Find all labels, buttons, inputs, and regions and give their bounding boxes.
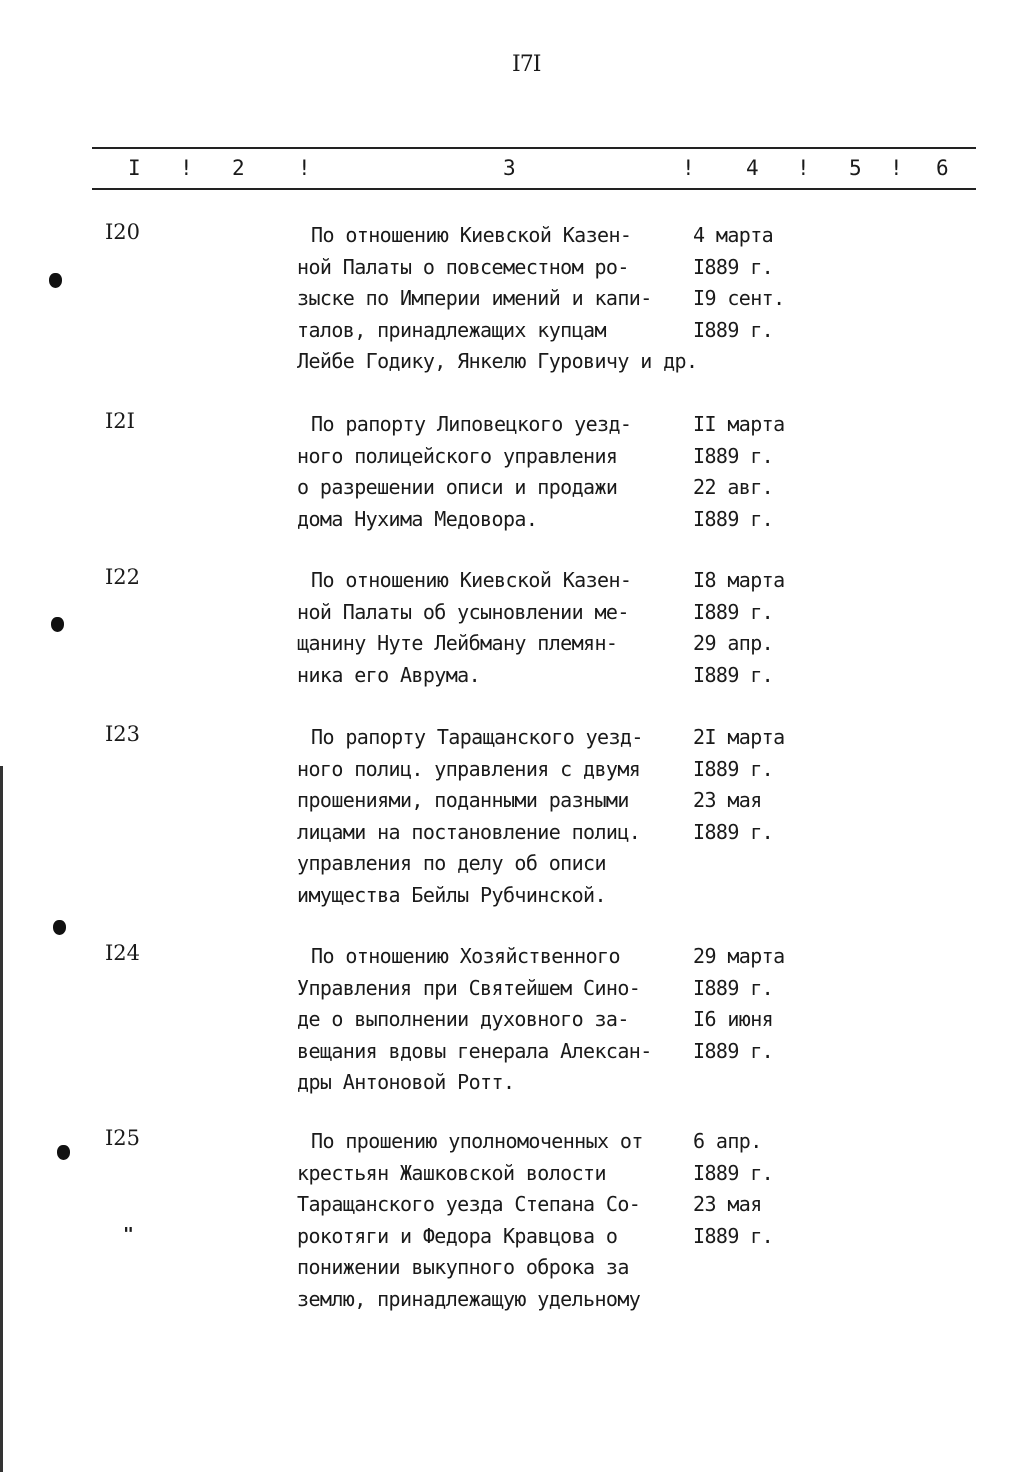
date-line: I889 г.	[693, 506, 774, 531]
header-separator: !	[682, 156, 695, 180]
description-line: Лейбе Годику, Янкелю Гуровичу и др.	[297, 349, 698, 373]
date-line: 29 марта	[693, 944, 785, 968]
description-line: ной Палаты об усыновлении ме-	[297, 599, 629, 624]
description-line: рокотяги и Федора Кравцова о	[297, 1223, 618, 1248]
description-line: ника его Аврума.	[297, 662, 481, 687]
description-line: прошениями, поданными разными	[297, 788, 629, 812]
description-line: зыске по Империи имений и капи-	[297, 286, 652, 310]
header-separator: !	[298, 156, 311, 180]
description-line: крестьян Жашковской волости	[297, 1160, 606, 1185]
date-line: I889 г.	[693, 756, 774, 781]
date-line: 23 мая	[693, 1192, 762, 1216]
date-line: 4 марта	[693, 223, 774, 247]
entry-dates	[693, 565, 785, 691]
ditto-mark: "	[123, 1224, 134, 1245]
date-line: 2I марта	[693, 725, 785, 749]
date-line: I889 г.	[693, 317, 774, 342]
description-line: По прошению уполномоченных от	[311, 1129, 643, 1153]
header-col-2: 2	[232, 156, 245, 180]
description-line: По рапорту Липовецкого уезд-	[311, 412, 632, 436]
date-line: I6 июня	[693, 1007, 774, 1031]
description-line: ной Палаты о повсеместном ро-	[297, 254, 629, 279]
entry-description	[297, 722, 697, 911]
date-line: I889 г.	[693, 819, 774, 844]
punch-hole-icon	[51, 617, 64, 632]
entry-dates	[693, 1126, 773, 1252]
description-line: Таращанского уезда Степана Со-	[297, 1192, 641, 1216]
date-line: I8 марта	[693, 568, 785, 592]
table-bottom-rule	[92, 188, 976, 190]
entry-number: I22	[105, 565, 141, 589]
entry-dates	[693, 220, 785, 346]
description-line: де о выполнении духовного за-	[297, 1007, 629, 1031]
header-col-5: 5	[849, 156, 862, 180]
description-line: лицами на постановление полиц.	[297, 819, 641, 844]
entry-number: I20	[105, 220, 141, 244]
entry-description	[297, 941, 697, 1099]
date-line: I889 г.	[693, 1223, 774, 1248]
header-col-4: 4	[746, 156, 759, 180]
date-line: 6 апр.	[693, 1129, 762, 1153]
description-line: По отношению Киевской Казен-	[311, 568, 632, 592]
header-separator: !	[890, 156, 903, 180]
date-line: I889 г.	[693, 1038, 774, 1063]
description-line: дома Нухима Медовора.	[297, 506, 538, 531]
entry-number: I24	[105, 941, 141, 965]
date-line: 23 мая	[693, 788, 762, 812]
description-line: талов, принадлежащих купцам	[297, 317, 606, 342]
date-line: I889 г.	[693, 975, 774, 1000]
description-line: управления по делу об описи	[297, 851, 606, 875]
scan-edge-line	[0, 766, 3, 1472]
description-line: По отношению Киевской Казен-	[311, 223, 632, 247]
entry-number: I25	[105, 1126, 141, 1150]
entry-description	[297, 1126, 697, 1315]
entry-description	[297, 220, 697, 378]
description-line: дры Антоновой Ротт.	[297, 1070, 515, 1094]
header-separator: !	[797, 156, 810, 180]
header-separator: !	[180, 156, 193, 180]
date-line: 22 авг.	[693, 475, 774, 499]
punch-hole-icon	[57, 1145, 70, 1160]
entry-dates	[693, 941, 785, 1067]
description-line: понижении выкупного оброка за	[297, 1255, 629, 1279]
date-line: 29 апр.	[693, 631, 774, 655]
entry-description	[297, 409, 697, 535]
entry-dates	[693, 409, 785, 535]
entry-number: I2I	[105, 409, 135, 433]
date-line: II марта	[693, 412, 785, 436]
description-line: По рапорту Таращанского уезд-	[311, 725, 643, 749]
description-line: ного полиц. управления с двумя	[297, 756, 641, 781]
punch-hole-icon	[53, 920, 66, 935]
date-line: I889 г.	[693, 662, 774, 687]
punch-hole-icon	[49, 273, 62, 288]
table-top-rule	[92, 147, 976, 149]
entry-dates	[693, 722, 785, 848]
date-line: I889 г.	[693, 599, 774, 624]
date-line: I889 г.	[693, 443, 774, 468]
header-col-1: I	[128, 156, 141, 180]
header-col-3: 3	[503, 156, 516, 180]
entry-number: I23	[105, 722, 141, 746]
description-line: По отношению Хозяйственного	[311, 944, 620, 968]
description-line: вещания вдовы генерала Алексан-	[297, 1038, 652, 1063]
header-col-6: 6	[936, 156, 949, 180]
date-line: I889 г.	[693, 1160, 774, 1185]
description-line: ного полицейского управления	[297, 443, 618, 468]
description-line: землю, принадлежащую удельному	[297, 1286, 641, 1311]
date-line: I9 сент.	[693, 286, 785, 310]
description-line: щанину Нуте Лейбману племян-	[297, 631, 618, 655]
description-line: имущества Бейлы Рубчинской.	[297, 882, 606, 907]
description-line: Управления при Святейшем Сино-	[297, 975, 641, 1000]
description-line: о разрешении описи и продажи	[297, 475, 618, 499]
page-number: I7I	[512, 52, 541, 77]
entry-description	[297, 565, 697, 691]
date-line: I889 г.	[693, 254, 774, 279]
